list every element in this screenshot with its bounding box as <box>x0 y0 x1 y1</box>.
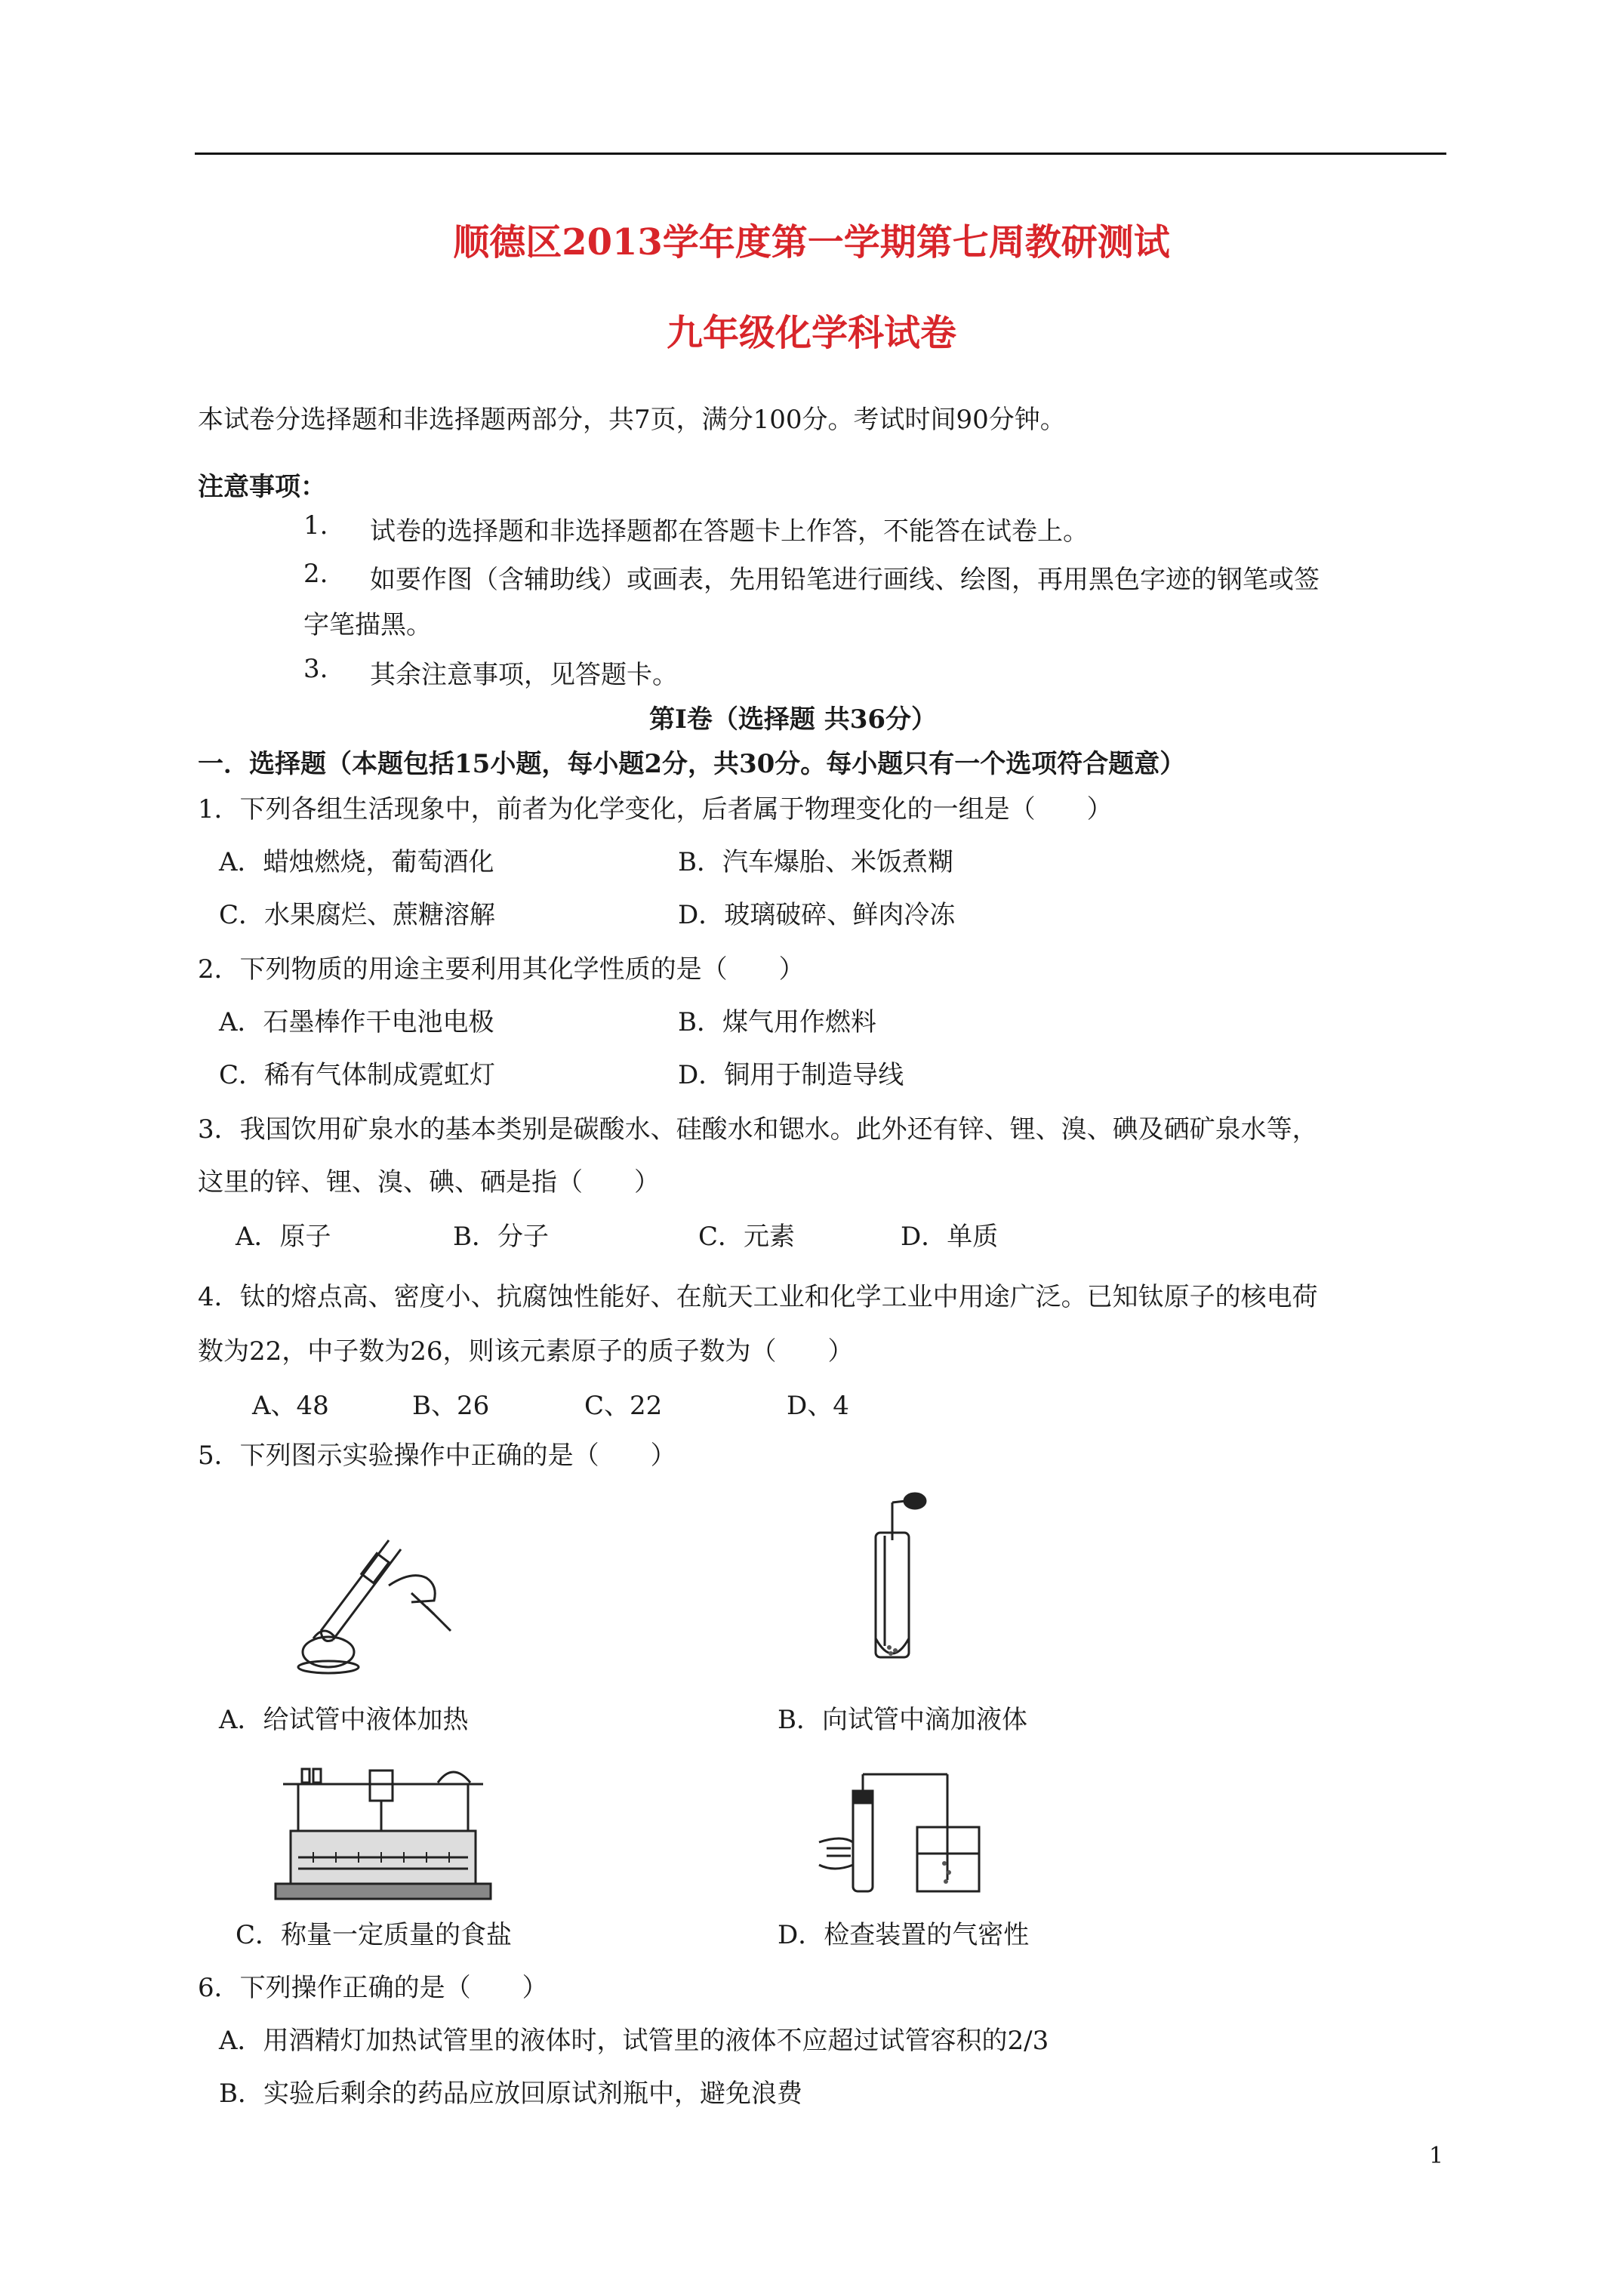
question-stem-cont: 这里的锌、锂、溴、碘、硒是指（ ） <box>198 1167 660 1197</box>
option-b: B．汽车爆胎、米饭煮糊 <box>678 847 953 877</box>
figure-caption-b: B．向试管中滴加液体 <box>778 1705 1027 1735</box>
option-a: A．蜡烛燃烧，葡萄酒化 <box>219 847 494 877</box>
option-c: C．稀有气体制成霓虹灯 <box>219 1060 496 1090</box>
option-b: B．实验后剩余的药品应放回原试剂瓶中，避免浪费 <box>219 2079 802 2109</box>
question-stem: 6．下列操作正确的是（ ） <box>198 1973 548 2003</box>
header-rule <box>195 153 1446 155</box>
note-number: 1. <box>303 510 328 541</box>
option-c: C、22 <box>584 1391 663 1421</box>
dropper-test-tube-figure <box>845 1487 959 1676</box>
question-stem: 2．下列物质的用途主要利用其化学性质的是（ ） <box>198 954 805 985</box>
figure-caption-a: A．给试管中液体加热 <box>219 1705 469 1735</box>
figure-caption-d: D．检查装置的气密性 <box>778 1920 1030 1950</box>
note-text: 其余注意事项，见答题卡。 <box>370 660 678 690</box>
option-a: A．用酒精灯加热试管里的液体时，试管里的液体不应超过试管容积的2/3 <box>219 2026 1049 2056</box>
question-stem: 1．下列各组生活现象中，前者为化学变化，后者属于物理变化的一组是（ ） <box>198 794 1113 824</box>
figure-caption-c: C．称量一定质量的食盐 <box>236 1920 513 1950</box>
option-a: A、48 <box>252 1391 329 1421</box>
exam-subtitle: 九年级化学科试卷 <box>666 312 956 354</box>
option-c: C．元素 <box>698 1222 796 1252</box>
note-number: 3. <box>303 654 328 684</box>
option-c: C．水果腐烂、蔗糖溶解 <box>219 900 496 930</box>
option-a: A．原子 <box>236 1222 331 1252</box>
page-number: 1 <box>1429 2143 1444 2169</box>
intro-text: 本试卷分选择题和非选择题两部分，共7页，满分100分。考试时间90分钟。 <box>198 405 1066 435</box>
option-d: D．铜用于制造导线 <box>678 1060 904 1090</box>
note-text: 如要作图（含辅助线）或画表，先用铅笔进行画线、绘图，再用黑色字迹的钢笔或签 <box>370 565 1320 595</box>
option-a: A．石墨棒作干电池电极 <box>219 1007 494 1037</box>
question-stem-cont: 数为22，中子数为26，则该元素原子的质子数为（ ） <box>198 1336 854 1367</box>
note-text-cont: 字笔描黑。 <box>303 610 432 640</box>
option-d: D、4 <box>787 1391 849 1421</box>
option-b: B、26 <box>412 1391 490 1421</box>
option-b: B．煤气用作燃料 <box>678 1007 876 1037</box>
part-title: 一．选择题（本题包括15小题，每小题2分，共30分。每小题只有一个选项符合题意） <box>198 749 1186 779</box>
section-heading: 第Ⅰ卷（选择题 共36分） <box>649 704 938 735</box>
option-d: D．玻璃破碎、鲜肉冷冻 <box>678 900 956 930</box>
option-d: D．单质 <box>901 1222 999 1252</box>
note-number: 2. <box>303 559 328 589</box>
question-stem: 4．钛的熔点高、密度小、抗腐蚀性能好、在航天工业和化学工业中用途广泛。已知钛原子的核电荷 <box>198 1282 1318 1312</box>
question-stem: 5．下列图示实验操作中正确的是（ ） <box>198 1441 676 1471</box>
option-b: B．分子 <box>453 1222 549 1252</box>
balance-scale-figure <box>268 1763 498 1903</box>
exam-title: 顺德区2013学年度第一学期第七周教研测试 <box>453 221 1170 264</box>
heating-test-tube-figure <box>283 1518 457 1676</box>
question-stem: 3．我国饮用矿泉水的基本类别是碳酸水、硅酸水和锶水。此外还有锌、锂、溴、碘及硒矿泉水等， <box>198 1114 1318 1145</box>
airtightness-check-figure <box>812 1767 985 1903</box>
notes-heading: 注意事项： <box>198 472 326 502</box>
note-text: 试卷的选择题和非选择题都在答题卡上作答，不能答在试卷上。 <box>370 516 1089 547</box>
